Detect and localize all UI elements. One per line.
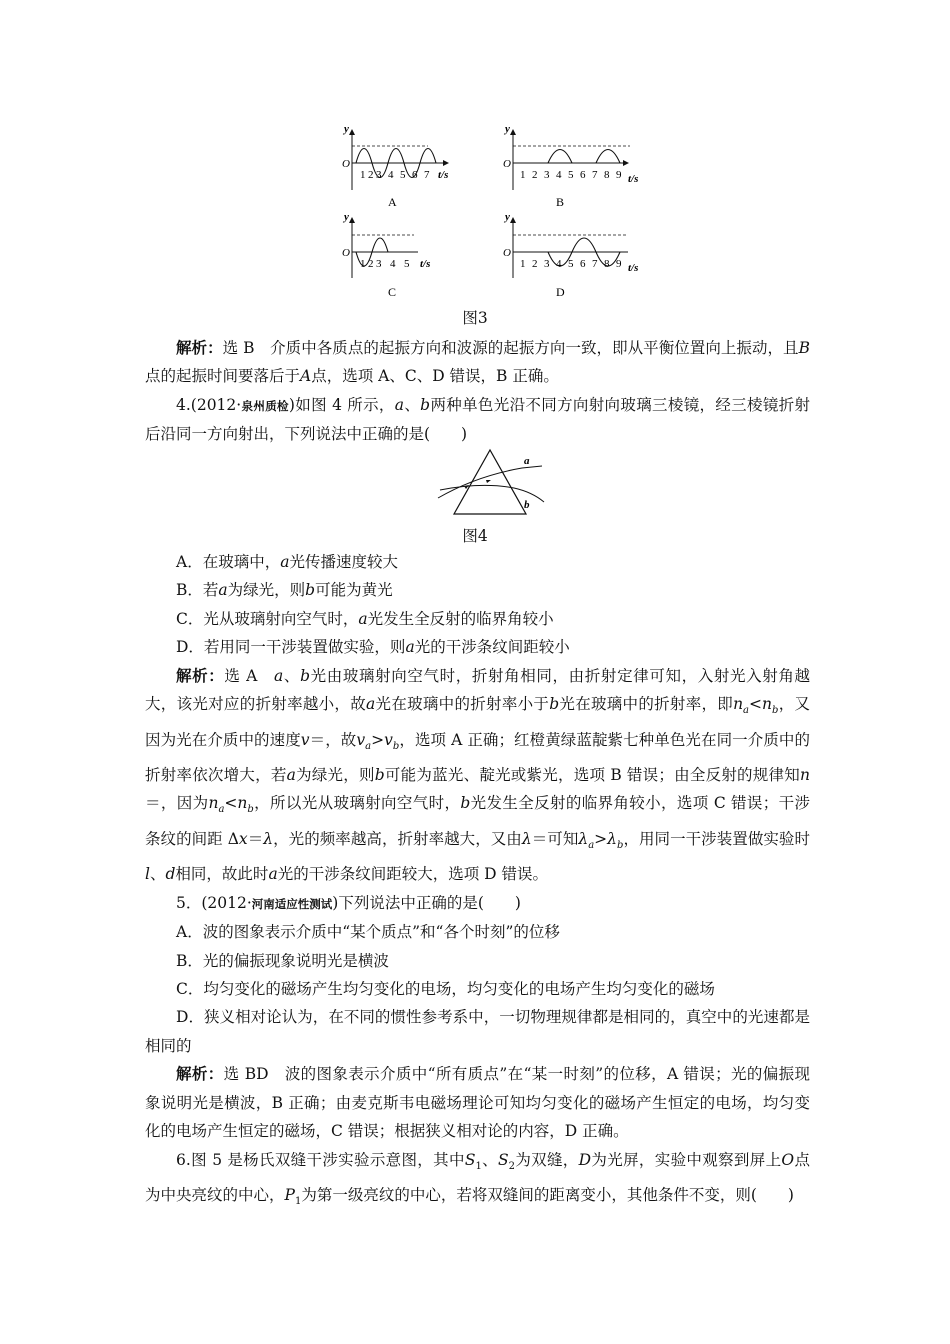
text-run: D．若用同一干涉装置做实验，则	[176, 638, 406, 657]
var-a: a	[286, 766, 296, 785]
graph-c-tick: 4	[390, 258, 396, 270]
text-run: >	[594, 829, 608, 848]
text-run: >	[371, 730, 385, 749]
question-source: 河南适应性测试	[251, 896, 333, 911]
graph-a-tick: 2	[368, 169, 374, 181]
text-run: 相同，故此时	[175, 865, 269, 884]
text-run: <	[224, 794, 238, 813]
subscript-a: a	[588, 840, 595, 852]
text-run: )如图 4 所示，	[288, 395, 395, 414]
graph-d	[503, 211, 638, 299]
var-b: b	[300, 666, 310, 685]
var-b: b	[420, 395, 431, 414]
graph-c-tick: 3	[376, 258, 382, 270]
text-run: 、	[481, 1150, 498, 1169]
var-a: a	[268, 865, 278, 884]
graph-b-tick: 1	[520, 169, 526, 181]
graph-c-tick: 1	[360, 258, 366, 270]
graph-d-y-label: y	[505, 211, 510, 223]
text-run: 点为中央亮纹的中心，	[145, 1150, 810, 1204]
solution-5	[145, 1060, 810, 1145]
subscript-1: 1	[475, 1160, 482, 1172]
var-lambda: λ	[578, 829, 589, 848]
var-b: b	[305, 581, 316, 600]
graph-d-tick: 8	[604, 258, 610, 270]
var-n: n	[762, 695, 772, 714]
var-a: a	[366, 695, 376, 714]
text-run: 可能为黄光	[315, 581, 393, 600]
text-run: 6.图 5 是杨氏双缝干涉实验示意图，其中	[176, 1150, 465, 1169]
var-p: P	[284, 1186, 295, 1204]
vibration-graphs-svg	[330, 118, 670, 308]
text-run: 两种单色光沿不同方向射向玻璃三棱镜，经三棱镜折射后沿同一方向射出，下列说法中正确的是( )	[145, 395, 810, 444]
var-d: D	[578, 1150, 592, 1169]
figure-3-graphs	[330, 118, 670, 308]
prism-svg	[436, 446, 548, 518]
graph-c-label: C	[388, 285, 397, 299]
graph-b-t-label: t/s	[628, 173, 639, 185]
option-c: C．均匀变化的磁场产生均匀变化的电场，均匀变化的电场产生均匀变化的磁场	[176, 980, 715, 999]
graph-c-y-label: y	[344, 211, 349, 223]
graph-a-tick: 6	[412, 169, 418, 181]
option-c	[145, 605, 810, 633]
var-o: O	[781, 1150, 795, 1169]
graph-c-tick: 2	[368, 258, 374, 270]
graph-a	[342, 123, 448, 209]
option-b: B．光的偏振现象说明光是横波	[176, 951, 389, 970]
text-run: 为绿光，则	[295, 766, 375, 785]
graph-a-tick: 4	[388, 169, 394, 181]
var-d: d	[165, 865, 176, 884]
text-run: 介质中各质点的起振方向和波源的起振方向一致，即从平衡位置向上振动，且	[270, 339, 799, 357]
solution-choice: 选 A	[224, 666, 258, 685]
subscript-2: 2	[508, 1160, 515, 1172]
var-a: A	[300, 367, 312, 386]
text-run: 光由玻璃射向空气时，折射角相同，由折射定律可知，入射光入射角越大，该光对应的折射率越小，故	[145, 666, 810, 714]
subscript-b: b	[617, 840, 624, 852]
var-a: a	[394, 395, 404, 414]
subscript-a: a	[218, 804, 225, 816]
text-run: 光在玻璃中的折射率小于	[375, 695, 550, 714]
text-run: ＝	[247, 829, 264, 848]
text-run: 点的起振时间要落后于	[145, 367, 301, 386]
question-4	[145, 391, 810, 449]
var-n: n	[800, 766, 810, 785]
subscript-1: 1	[294, 1196, 302, 1208]
graph-d-tick: 7	[592, 258, 598, 270]
text-run: A．在玻璃中，	[176, 553, 281, 571]
graph-d-origin: O	[503, 247, 511, 259]
graph-b-y-label: y	[505, 123, 510, 135]
var-b: B	[798, 339, 810, 357]
graph-a-t-label: t/s	[438, 169, 449, 181]
graph-d-tick: 5	[568, 258, 574, 270]
text-run: B．若	[176, 581, 219, 600]
text-run: 为双缝，	[514, 1150, 579, 1169]
graph-b-label: B	[556, 195, 565, 209]
option-a	[145, 548, 810, 576]
graph-b-tick: 6	[580, 169, 586, 181]
solution-choice: 选 BD	[223, 1065, 269, 1084]
text-run: ＝，因为	[145, 794, 209, 813]
solution-3	[145, 334, 810, 391]
graph-d-tick: 2	[532, 258, 538, 270]
graph-b-tick: 2	[532, 169, 538, 181]
option-b	[145, 576, 810, 604]
text-run: 可能为蓝光、靛光或紫光，选项 B 错误；由全反射的规律知	[384, 766, 800, 785]
figure-3-caption: 图3	[462, 309, 488, 327]
graph-b	[503, 123, 638, 209]
prism-label-a: a	[524, 455, 530, 467]
graph-a-tick: 3	[376, 169, 382, 181]
graph-b-origin: O	[503, 158, 511, 170]
graph-b-tick: 3	[544, 169, 550, 181]
text-run: 光的干涉条纹间距较大，选项 D 错误。	[277, 865, 548, 884]
text-run: ，又因为光在介质中的速度	[145, 695, 810, 749]
solution-choice: 选 B	[222, 339, 255, 357]
text-run: 点，选项 A、C、D 错误，B 正确。	[311, 367, 559, 386]
graph-a-origin: O	[342, 158, 350, 170]
subscript-a: a	[743, 705, 750, 717]
graph-d-tick: 3	[544, 258, 550, 270]
text-run: ，选项 A 正确；红橙黄绿蓝靛紫七种单色光在同一介质中的折射率依次增大，若	[145, 730, 810, 785]
text-run: C．光从玻璃射向空气时，	[176, 609, 359, 628]
graph-c-origin: O	[342, 247, 350, 259]
var-x: x	[238, 829, 248, 848]
text-run: 、	[283, 666, 301, 685]
var-b: b	[460, 794, 471, 813]
var-a: a	[218, 581, 228, 600]
var-lambda: λ	[263, 829, 274, 848]
graph-d-t-label: t/s	[628, 262, 639, 274]
var-s: S	[464, 1150, 476, 1169]
question-6	[145, 1146, 810, 1217]
option-a: A．波的图象表示介质中“某个质点”和“各个时刻”的位移	[176, 923, 560, 942]
var-lambda: λ	[521, 829, 532, 848]
subscript-a: a	[365, 740, 372, 752]
option-d: D．狭义相对论认为，在不同的惯性参考系中，一切物理规律都是相同的，真空中的光速都是相同的	[145, 1008, 810, 1055]
graph-a-tick: 5	[400, 169, 406, 181]
graph-b-tick: 8	[604, 169, 610, 181]
var-b: b	[374, 766, 385, 785]
text-block-2	[145, 548, 810, 1217]
var-n: n	[237, 794, 248, 813]
var-v: v	[356, 730, 366, 749]
var-a: a	[274, 666, 284, 685]
subscript-b: b	[247, 804, 254, 816]
text-run: ，用同一干涉装置做实验时	[623, 829, 810, 848]
graph-d-tick: 1	[520, 258, 526, 270]
question-source: 泉州质检	[241, 398, 289, 413]
text-run: 光发生全反射的临界角较小	[367, 609, 554, 628]
text-run: 为第一级亮纹的中心，若将双缝间的距离变小，其他条件不变，则( )	[301, 1186, 794, 1204]
var-n: n	[208, 794, 219, 813]
solution-label: 解析：	[176, 338, 223, 357]
option-d	[145, 633, 810, 661]
var-n: n	[733, 695, 744, 714]
solution-label: 解析：	[176, 665, 225, 685]
var-v: v	[384, 730, 393, 749]
graph-b-tick: 9	[616, 169, 622, 181]
text-run: ＝可知	[531, 829, 579, 848]
text-run: <	[749, 695, 763, 714]
graph-b-tick: 4	[556, 169, 562, 181]
text-run: ，光的频率越高，折射率越大，又由	[273, 829, 522, 848]
text-run: 光在玻璃中的折射率，即	[559, 695, 734, 714]
subscript-b: b	[772, 705, 779, 717]
question-number: 4.(2012·	[176, 395, 242, 414]
text-run: )下列说法中正确的是( )	[332, 893, 521, 912]
figure-4-prism	[436, 446, 548, 518]
question-5	[145, 889, 810, 918]
var-b: b	[549, 695, 560, 714]
graph-d-tick: 4	[556, 258, 562, 270]
text-run: ＝，故	[309, 730, 357, 749]
text-run: 、	[149, 865, 166, 884]
question-number: 5．(2012·	[176, 893, 252, 912]
graph-c-t-label: t/s	[420, 258, 431, 270]
figure-4-caption: 图4	[462, 527, 488, 545]
solution-4	[145, 662, 810, 889]
text-run: 为光屏，实验中观察到屏上	[591, 1150, 782, 1169]
text-run: 光传播速度较大	[289, 553, 398, 571]
graph-a-tick: 7	[424, 169, 430, 181]
graph-d-tick: 9	[616, 258, 622, 270]
var-v: v	[300, 730, 310, 749]
graph-a-tick: 1	[360, 169, 366, 181]
var-s: S	[497, 1150, 509, 1169]
var-a: a	[405, 638, 415, 657]
graph-a-label: A	[388, 195, 397, 209]
text-run: 光的干涉条纹间距较小	[414, 638, 570, 657]
subscript-b: b	[392, 740, 400, 752]
var-a: a	[358, 609, 368, 628]
graph-d-label: D	[556, 285, 565, 299]
text-run: 光发生全反射的临界角较小，选项 C 错误；干涉条纹的间距 Δ	[145, 794, 810, 848]
text-run: 、	[404, 395, 421, 414]
text-run: ，所以光从玻璃射向空气时，	[253, 794, 461, 813]
graph-c	[342, 211, 430, 299]
text-run: 为绿光，则	[227, 581, 306, 600]
solution-label: 解析：	[176, 1064, 224, 1084]
var-a: a	[280, 553, 290, 571]
graph-b-tick: 7	[592, 169, 598, 181]
graph-a-y-label: y	[344, 123, 349, 135]
prism-label-b: b	[524, 499, 530, 511]
graph-c-tick: 5	[404, 258, 410, 270]
text-run: 波的图象表示介质中“所有质点”在“某一时刻”的位移，A 错误；光的偏振现象说明光是横波，B 正确；由麦克斯韦电磁场理论可知均匀变化的磁场产生恒定的电场，均匀变化的电场产生恒定的磁场，C 错误；根据狭义相对论的内容，D 正确。	[145, 1065, 810, 1141]
graph-d-tick: 6	[580, 258, 586, 270]
graph-b-tick: 5	[568, 169, 574, 181]
var-lambda: λ	[607, 829, 617, 848]
text-block-1	[145, 334, 810, 449]
var-l: l	[145, 865, 150, 884]
